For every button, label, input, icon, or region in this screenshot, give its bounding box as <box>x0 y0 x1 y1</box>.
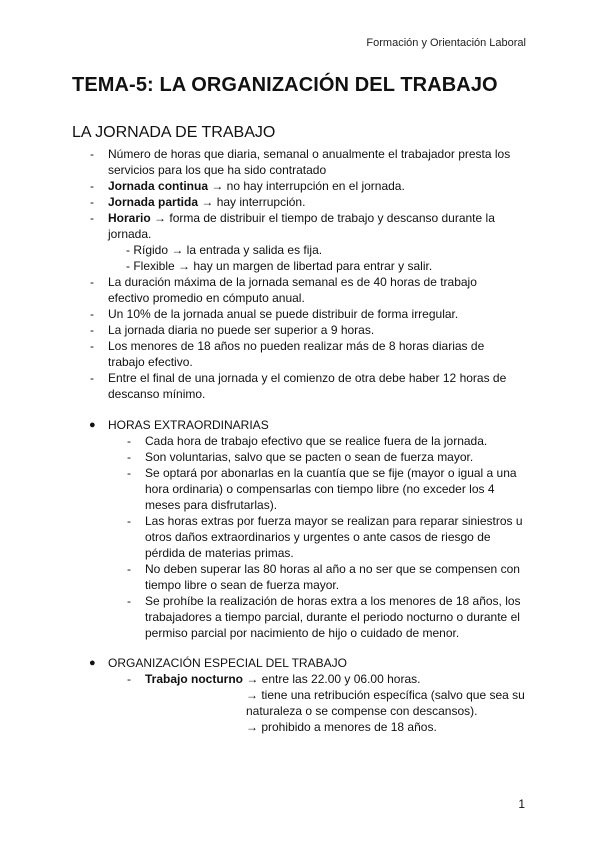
section-heading-organizacion-especial <box>0 655 600 671</box>
continuation-line: → prohibido a menores de 18 años. <box>246 720 437 734</box>
dash-bullet: - <box>90 275 94 289</box>
running-header: Formación y Orientación Laboral <box>366 37 526 49</box>
sub-list-item: - Rígido → la entrada y salida es fija. <box>126 243 323 257</box>
list-item-text: → hay interrupción. <box>198 195 306 209</box>
document-body <box>0 146 600 735</box>
list-item <box>0 593 600 641</box>
list-item <box>0 561 600 593</box>
section-heading-horas-extra <box>0 417 600 433</box>
list-item-text: Los menores de 18 años no pueden realizar más de 8 horas diarias de trabajo efectivo. <box>108 339 485 369</box>
continuation-line <box>0 687 600 719</box>
dash-bullet: - <box>127 450 131 464</box>
spacer <box>0 641 600 655</box>
list-item-text: Se prohíbe la realización de horas extra a los menores de 18 años, los trabajadores a tiempo parcial, durante el periodo nocturno o durante el permiso parcial por nacimiento de hijo o cuidado de menor. <box>145 594 521 640</box>
list-item <box>0 449 600 465</box>
dash-bullet: - <box>90 179 94 193</box>
list-item-text: Cada hora de trabajo efectivo que se realice fuera de la jornada. <box>145 434 488 448</box>
list-item <box>0 146 600 178</box>
term-bold: Trabajo nocturno <box>145 672 244 686</box>
list-item <box>0 306 600 322</box>
dash-bullet: - <box>90 371 94 385</box>
dash-bullet: - <box>127 562 131 576</box>
list-item <box>0 433 600 449</box>
list-item <box>0 194 600 210</box>
continuation-text: tiene una retribución específica (salvo que sea su naturaleza o se compense con descansos). <box>246 688 525 718</box>
dash-bullet: - <box>90 195 94 209</box>
subsection-title: ORGANIZACIÓN ESPECIAL DEL TRABAJO <box>108 656 347 670</box>
dash-bullet: - <box>127 594 131 608</box>
list-item <box>0 338 600 370</box>
list-item-text: No deben superar las 80 horas al año a no ser que se compensen con tiempo libre o sean de fuerza mayor. <box>145 562 520 592</box>
list-item-text: → entre las 22.00 y 06.00 horas. <box>243 672 421 686</box>
section-heading-jornada: LA JORNADA DE TRABAJO <box>72 124 276 141</box>
list-item <box>0 210 600 242</box>
list-item <box>0 178 600 194</box>
dash-bullet: - <box>127 434 131 448</box>
arrow-glyph: → <box>246 688 258 702</box>
document-title: TEMA-5: LA ORGANIZACIÓN DEL TRABAJO <box>72 74 498 96</box>
dash-bullet: - <box>90 339 94 353</box>
term-bold: Horario <box>108 211 151 225</box>
list-item-text: Entre el final de una jornada y el comienzo de otra debe haber 12 horas de descanso mínimo. <box>108 371 507 401</box>
list-item <box>0 513 600 561</box>
dash-bullet: - <box>127 672 131 686</box>
term-bold: Jornada continua <box>108 179 209 193</box>
spacer <box>0 402 600 417</box>
subsection-title: HORAS EXTRAORDINARIAS <box>108 418 269 432</box>
list-item <box>0 322 600 338</box>
list-item-text: Un 10% de la jornada anual se puede distribuir de forma irregular. <box>108 307 459 321</box>
sub-list-item: - Flexible → hay un margen de libertad para entrar y salir. <box>126 259 433 273</box>
list-item-text: Se optará por abonarlas en la cuantía que se fije (mayor o igual a una hora ordinaria) o compensarlas con tiempo libre (no exceder los 4 meses para disfrutarlas). <box>145 466 517 512</box>
dash-bullet: - <box>90 211 94 225</box>
list-item <box>0 465 600 513</box>
list-item-text: → no hay interrupción en el jornada. <box>208 179 405 193</box>
list-item-text: La duración máxima de la jornada semanal es de 40 horas de trabajo efectivo promedio en cómputo anual. <box>108 275 477 305</box>
list-item <box>0 671 600 687</box>
list-item-text: Número de horas que diaria, semanal o anualmente el trabajador presta los servicios para los que ha sido contratado <box>108 147 511 177</box>
list-item-text: → forma de distribuir el tiempo de trabajo y descanso durante la jornada. <box>108 211 495 241</box>
dash-bullet: - <box>90 147 94 161</box>
dash-bullet: - <box>127 514 131 528</box>
list-item <box>0 370 600 402</box>
page-number: 1 <box>518 797 525 811</box>
dash-bullet: - <box>127 466 131 480</box>
circle-bullet: ● <box>89 657 96 669</box>
list-item-text: La jornada diaria no puede ser superior a 9 horas. <box>108 323 375 337</box>
dash-bullet: - <box>90 307 94 321</box>
list-item-text: Son voluntarias, salvo que se pacten o sean de fuerza mayor. <box>145 450 474 464</box>
dash-bullet: - <box>90 323 94 337</box>
term-bold: Jornada partida <box>108 195 199 209</box>
list-item <box>0 274 600 306</box>
list-item-text: Las horas extras por fuerza mayor se realizan para reparar siniestros u otros daños extraordinarios y urgentes o ante casos de riesgo de pérdida de materias primas. <box>145 514 523 560</box>
circle-bullet: ● <box>89 419 96 431</box>
